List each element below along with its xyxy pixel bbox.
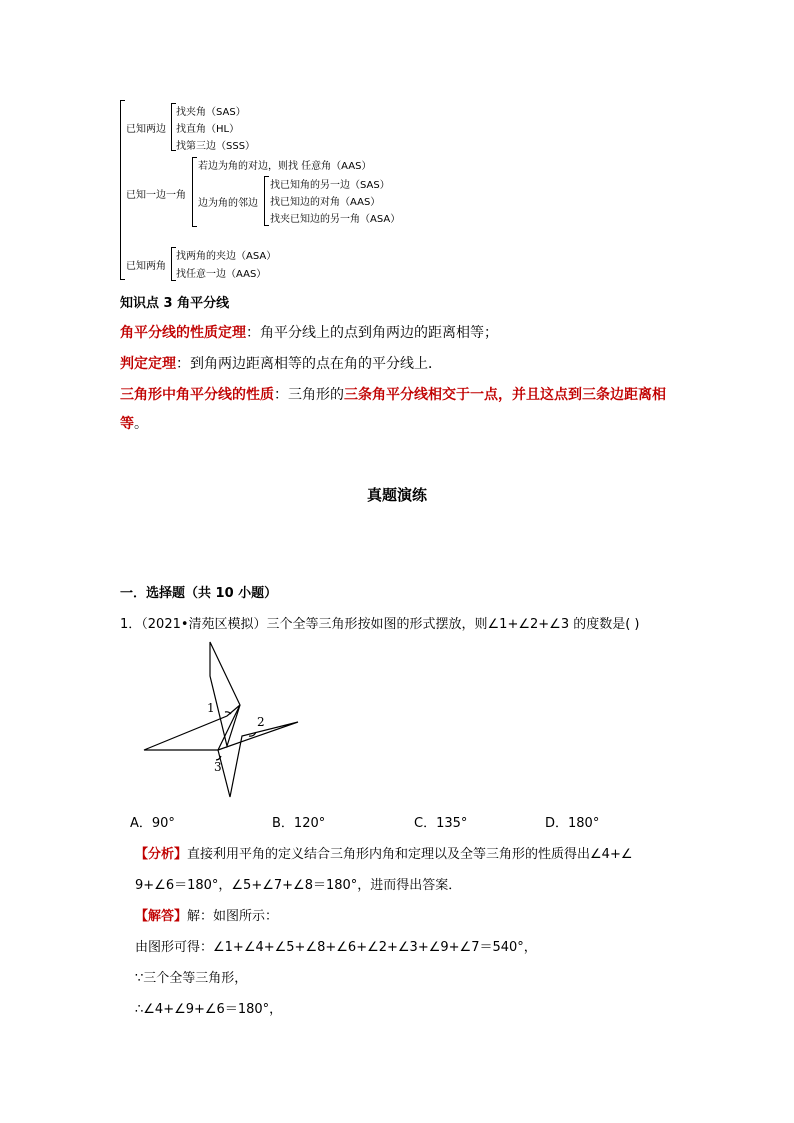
- tree-root-two-sides: 已知两边: [126, 124, 166, 135]
- analysis-line-2: 9+∠6＝180°，∠5+∠7+∠8＝180°，进而得出答案．: [135, 878, 462, 893]
- solution-line-1: 由图形可得：∠1+∠4+∠5+∠8+∠6+∠2+∠3+∠9+∠7＝540°，: [135, 940, 537, 955]
- tri-label: 三角形中角平分线的性质: [120, 387, 274, 403]
- brace-adjacent: [264, 176, 269, 226]
- tri-red-text: 三条角平分线相交于一点，并且这点到三条边距离相: [344, 387, 666, 403]
- tree-item: 找夹角（SAS）: [176, 107, 246, 118]
- angle-label-2: 2: [257, 715, 265, 729]
- brace-side-angle: [192, 157, 197, 227]
- property-theorem: [120, 322, 498, 342]
- tree-item: 找已知边的对角（AAS）: [270, 197, 381, 208]
- triangle-right: [218, 722, 298, 797]
- angle-1-arc: [225, 712, 231, 714]
- question-section-heading: 一．选择题（共 10 小题）: [120, 586, 278, 601]
- angle-label-1: 1: [207, 701, 215, 715]
- tree-item: 找第三边（SSS）: [176, 141, 256, 152]
- question-1-text: 1．（2021•清苑区模拟）三个全等三角形按如图的形式摆放，则∠1+∠2+∠3 的度数是( ): [120, 617, 640, 632]
- triangle-bisector-property: [120, 384, 666, 404]
- tree-item: 若边为角的对边，则找 任意角（AAS）: [198, 161, 372, 172]
- tree-root-two-angles: 已知两角: [126, 261, 166, 272]
- analysis-line-1: [135, 843, 633, 862]
- triangle-top: [210, 642, 240, 746]
- tri-end: 。: [134, 416, 148, 432]
- three-triangles-figure: [130, 640, 310, 805]
- option-b: B．120°: [272, 816, 326, 831]
- tri-red-text-2: 等: [120, 416, 134, 432]
- knowledge-heading: 知识点 3 角平分线: [120, 296, 230, 311]
- option-d: D．180°: [545, 816, 600, 831]
- tree-root-side-angle: 已知一边一角: [126, 190, 186, 201]
- tree-item: 边为角的邻边: [198, 198, 258, 209]
- solution-line-3: ∴∠4+∠9+∠6＝180°，: [135, 1002, 283, 1017]
- section-title: 真题演练: [366, 486, 427, 504]
- answer-tag: 【解答】: [135, 909, 188, 924]
- tree-item: 找已知角的另一边（SAS）: [270, 180, 390, 191]
- tree-item: 找两角的夹边（ASA）: [176, 251, 277, 262]
- triangle-bisector-property-cont: [120, 413, 148, 433]
- judgement-label: 判定定理: [120, 356, 176, 372]
- answer-line: [135, 905, 278, 924]
- analysis-tag: 【分析】: [135, 847, 188, 862]
- angle-label-3: 3: [214, 760, 222, 774]
- option-c: C．135°: [414, 816, 468, 831]
- tree-item: 找任意一边（AAS）: [176, 269, 267, 280]
- tree-item: 找夹已知边的另一角（ASA）: [270, 214, 401, 225]
- property-label: 角平分线的性质定理: [120, 325, 246, 341]
- solution-line-2: ∵三个全等三角形，: [135, 971, 248, 986]
- tri-colon: ：三角形的: [274, 387, 344, 403]
- property-text: ：角平分线上的点到角两边的距离相等；: [246, 325, 498, 341]
- analysis-text-1: 直接利用平角的定义结合三角形内角和定理以及全等三角形的性质得出∠4+∠: [187, 847, 633, 862]
- main-brace: [120, 100, 125, 280]
- tree-item: 找直角（HL）: [176, 124, 240, 135]
- judgement-text: ：到角两边距离相等的点在角的平分线上．: [176, 356, 442, 372]
- option-a: A．90°: [130, 816, 175, 831]
- answer-text: 解：如图所示：: [187, 909, 279, 924]
- judgement-theorem: [120, 353, 442, 373]
